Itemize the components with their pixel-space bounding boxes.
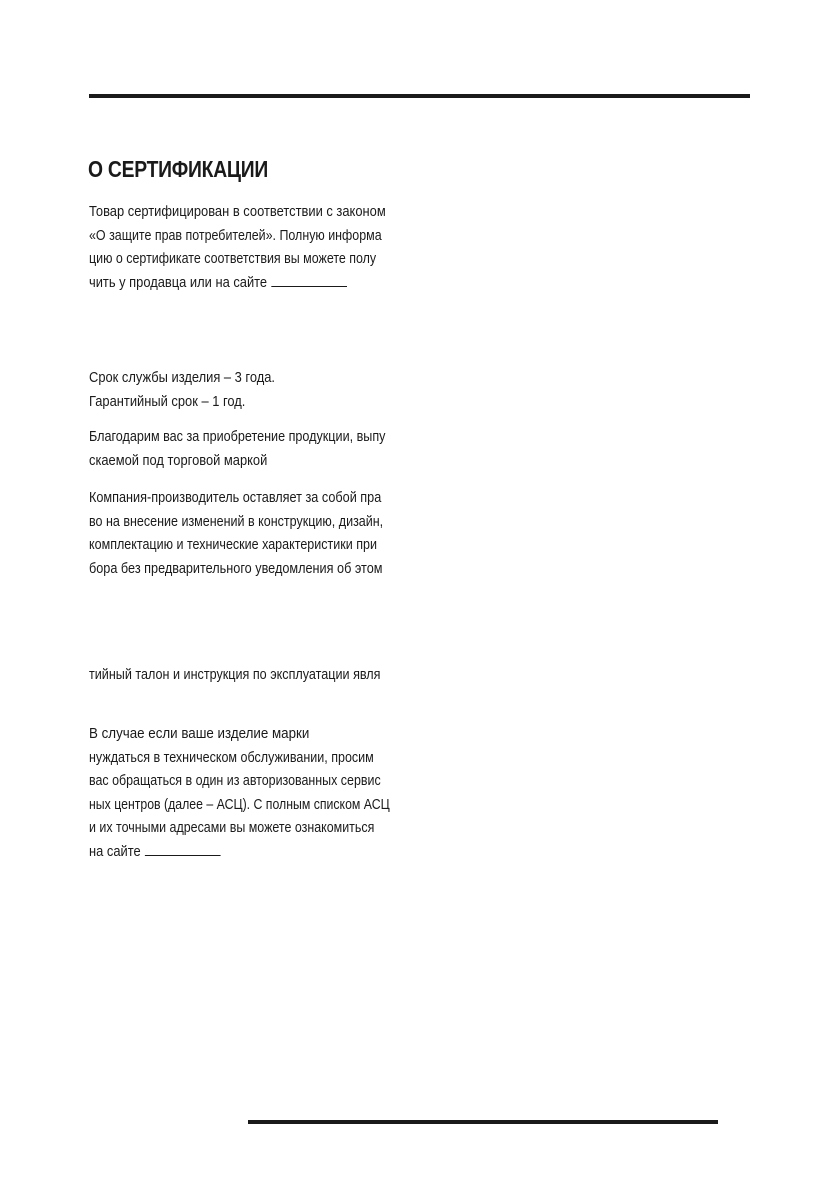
thanks-line-1: Благодарим вас за приобретение продукции, выпу [89, 428, 386, 445]
service-line-1: В случае если ваше изделие марки [89, 725, 310, 742]
website-blank [271, 272, 347, 287]
bottom-rule [248, 1120, 718, 1124]
changes-line-3: комплектацию и технические характеристики при [89, 536, 377, 553]
service-line-6-text: на сайте [89, 842, 141, 860]
changes-line-1: Компания-производитель оставляет за собой пра [89, 489, 382, 506]
thanks-line-2: скаемой под торговой маркой [89, 451, 268, 469]
service-paragraph [89, 722, 426, 863]
certification-line-2: «О защите прав потребителей». Полную информа [89, 226, 382, 244]
service-life-paragraph [89, 366, 426, 413]
service-life-line-2: Гарантийный срок – 1 год. [89, 392, 246, 410]
top-rule [89, 94, 750, 98]
certification-line-4-text: чить у продавца или на сайте [89, 273, 268, 291]
warranty-paragraph [89, 663, 426, 687]
thanks-paragraph [89, 425, 426, 472]
warranty-line-1: тийный талон и инструкция по эксплуатации явля [89, 666, 381, 683]
page-title: О СЕРТИФИКАЦИИ [88, 156, 269, 182]
service-line-5: и их точными адресами вы можете ознакомиться [89, 819, 375, 836]
service-line-2: нуждаться в техническом обслуживании, просим [89, 748, 374, 766]
service-website-blank [145, 841, 221, 856]
changes-paragraph [89, 486, 426, 580]
service-life-line-1: Срок службы изделия – 3 года. [89, 369, 276, 386]
certification-line-1: Товар сертифицирован в соответствии с законом [89, 203, 386, 220]
changes-line-2: во на внесение изменений в конструкцию, дизайн, [89, 512, 384, 530]
service-line-6 [89, 840, 379, 864]
service-line-4: ных центров (далее – АСЦ). С полным списком АСЦ [89, 795, 390, 813]
certification-paragraph [89, 200, 426, 294]
service-line-3: вас обращаться в один из авторизованных сервис [89, 772, 381, 789]
certification-line-3: цию о сертификате соответствия вы можете полу [89, 250, 377, 267]
changes-line-4: бора без предварительного уведомления об этом [89, 559, 383, 577]
certification-line-4 [89, 271, 379, 295]
